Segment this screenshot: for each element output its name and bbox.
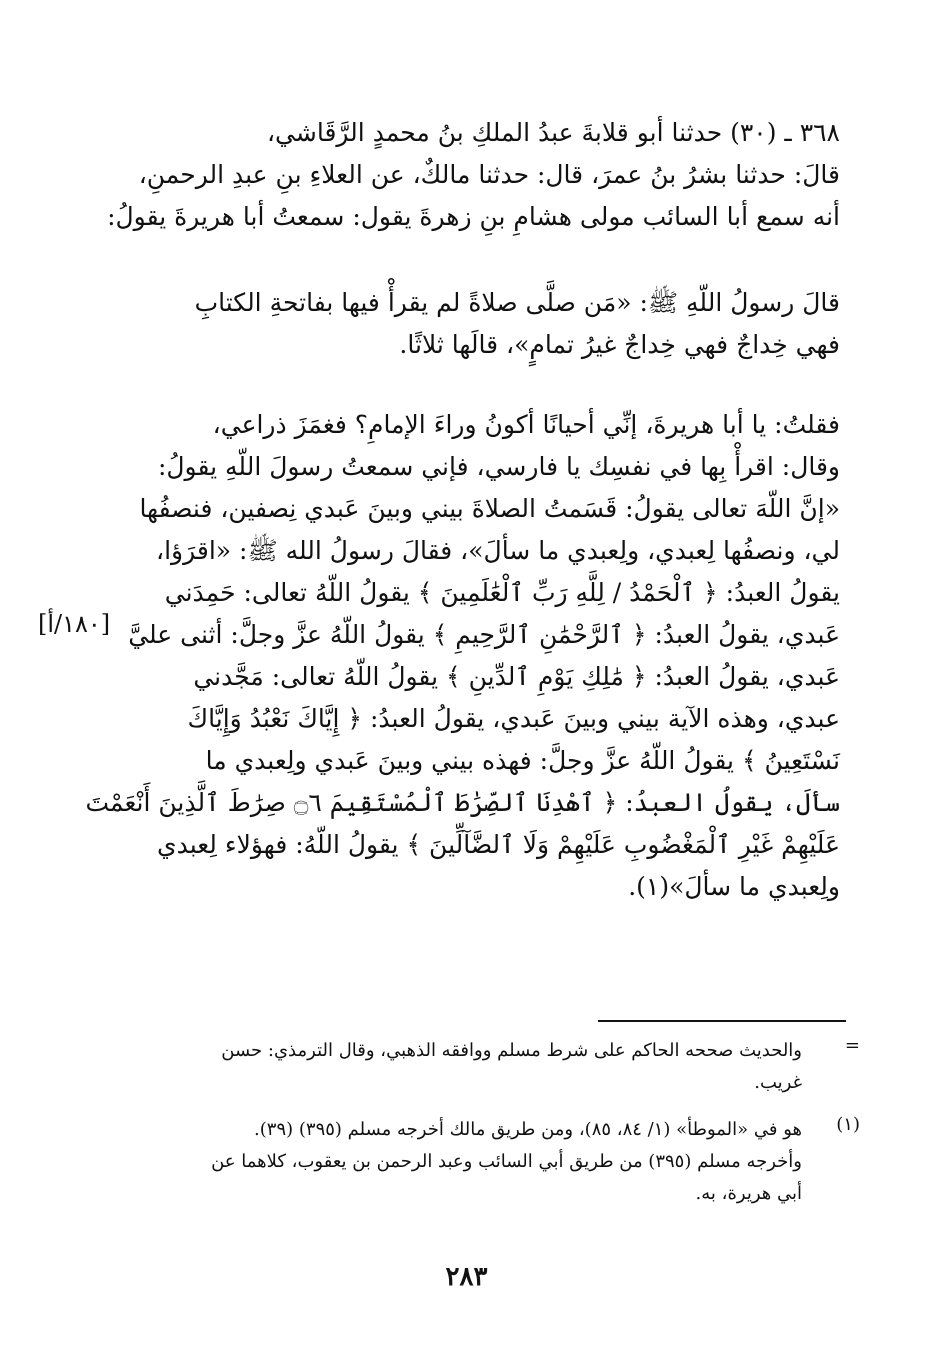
text-line: وقال: اقرأْ بِها في نفسِك يا فارسي، فإني سمعتُ رسولَ اللّهِ يقولُ: — [157, 452, 840, 481]
footnote-continued — [120, 1035, 860, 1099]
text-line: فقلتُ: يا أبا هريرةَ، إنِّي أحيانًا أكونُ وراءَ الإمامِ؟ فغمَزَ ذراعي، — [212, 410, 840, 439]
text-line: يقولُ العبدُ: ﴿ ٱلْحَمْدُ / لِلَّهِ رَبِّ ٱلْعَٰلَمِينَ ﴾ يقولُ اللّهُ تعالى: حَمِدَني — [164, 578, 840, 607]
hadith-matn-paragraph — [118, 282, 840, 366]
text-line: عَبدي، يقولُ العبدُ: ﴿ مَٰلِكِ يَوْمِ ٱلدِّينِ ﴾ يقولُ اللّهُ تعالى: مَجَّدني — [193, 662, 840, 691]
text-line: عبدي، وهذه الآية بيني وبينَ عَبدي، يقولُ العبدُ: ﴿ إِيَّاكَ نَعْبُدُ وَإِيَّاكَ — [187, 704, 840, 733]
footnote-separator — [598, 1020, 846, 1022]
text-line: سألَ، يقولُ العبدُ: ﴿ ٱهْدِنَا ٱلصِّرَٰطَ ٱلْمُسْتَقِيمَ ۝٦ صِرَٰطَ ٱلَّذِينَ أَنْعَمْتَ — [85, 788, 840, 817]
footnote-line: والحديث صححه الحاكم على شرط مسلم ووافقه الذهبي، وقال الترمذي: حسن — [221, 1040, 802, 1061]
manuscript-folio-reference: [١٨٠/أ] — [38, 610, 111, 638]
footnote-line: هو في «الموطأ» (١/ ٨٤، ٨٥)، ومن طريق مالك أخرجه مسلم (٣٩٥) (٣٩). — [254, 1119, 802, 1140]
footnote-mark: = — [844, 1035, 860, 1056]
text-line: قالَ رسولُ اللّهِ ﷺ: «مَن صلَّى صلاةً لم يقرأْ فيها بفاتحةِ الكتابِ — [194, 288, 840, 317]
text-line: لي، ونصفُها لِعبدي، ولِعبدي ما سألَ»، فقالَ رسولُ الله ﷺ: «اقرَؤا، — [156, 536, 840, 565]
hadith-isnad-paragraph — [107, 112, 840, 238]
text-line: نَسْتَعِينُ ﴾ يقولُ اللّهُ عزَّ وجلَّ: فهذه بيني وبينَ عَبدي ولِعبدي ما — [205, 746, 840, 775]
footnote-line: وأخرجه مسلم (٣٩٥) من طريق أبي السائب وعبد الرحمن بن يعقوب، كلاهما عن — [211, 1151, 802, 1172]
text-line: «إنَّ اللّهَ تعالى يقولُ: قَسَمتُ الصلاةَ بيني وبينَ عَبدي نِصفين، فنصفُها — [139, 494, 840, 523]
page-number: ٢٨٣ — [445, 1262, 488, 1292]
text-line: عَلَيْهِمْ غَيْرِ ٱلْمَغْضُوبِ عَلَيْهِمْ وَلَا ٱلضَّآلِّينَ ﴾ يقولُ اللّهُ: فهؤلاء لِعبدي — [157, 830, 840, 859]
text-line: عَبدي، يقولُ العبدُ: ﴿ ٱلرَّحْمَٰنِ ٱلرَّحِيمِ ﴾ يقولُ اللّهُ عزَّ وجلَّ: أثنى عليَّ — [128, 620, 840, 649]
text-line: ٣٦٨ ـ (٣٠) حدثنا أبو قلابةَ عبدُ الملكِ بنُ محمدٍ الرَّقَاشي، — [266, 118, 840, 147]
footnote-line: أبي هريرة، به. — [695, 1183, 802, 1204]
text-line: قالَ: حدثنا بشرُ بنُ عمرَ، قال: حدثنا مالكٌ، عن العلاءِ بنِ عبدِ الرحمنِ، — [138, 160, 840, 189]
hadith-continuation-paragraph — [85, 404, 840, 908]
footnote-mark: (١) — [836, 1114, 860, 1135]
footnote-1 — [120, 1114, 860, 1210]
text-line: فهي خِداجٌ فهي خِداجٌ غيرُ تمامٍ»، قالَها ثلاثًا. — [399, 330, 840, 359]
footnote-line: غريب. — [754, 1072, 802, 1093]
text-line: ولِعبدي ما سألَ»(١). — [628, 872, 840, 901]
text-line: أنه سمع أبا السائب مولى هشامِ بنِ زهرةَ يقول: سمعتُ أبا هريرةَ يقولُ: — [107, 202, 840, 231]
